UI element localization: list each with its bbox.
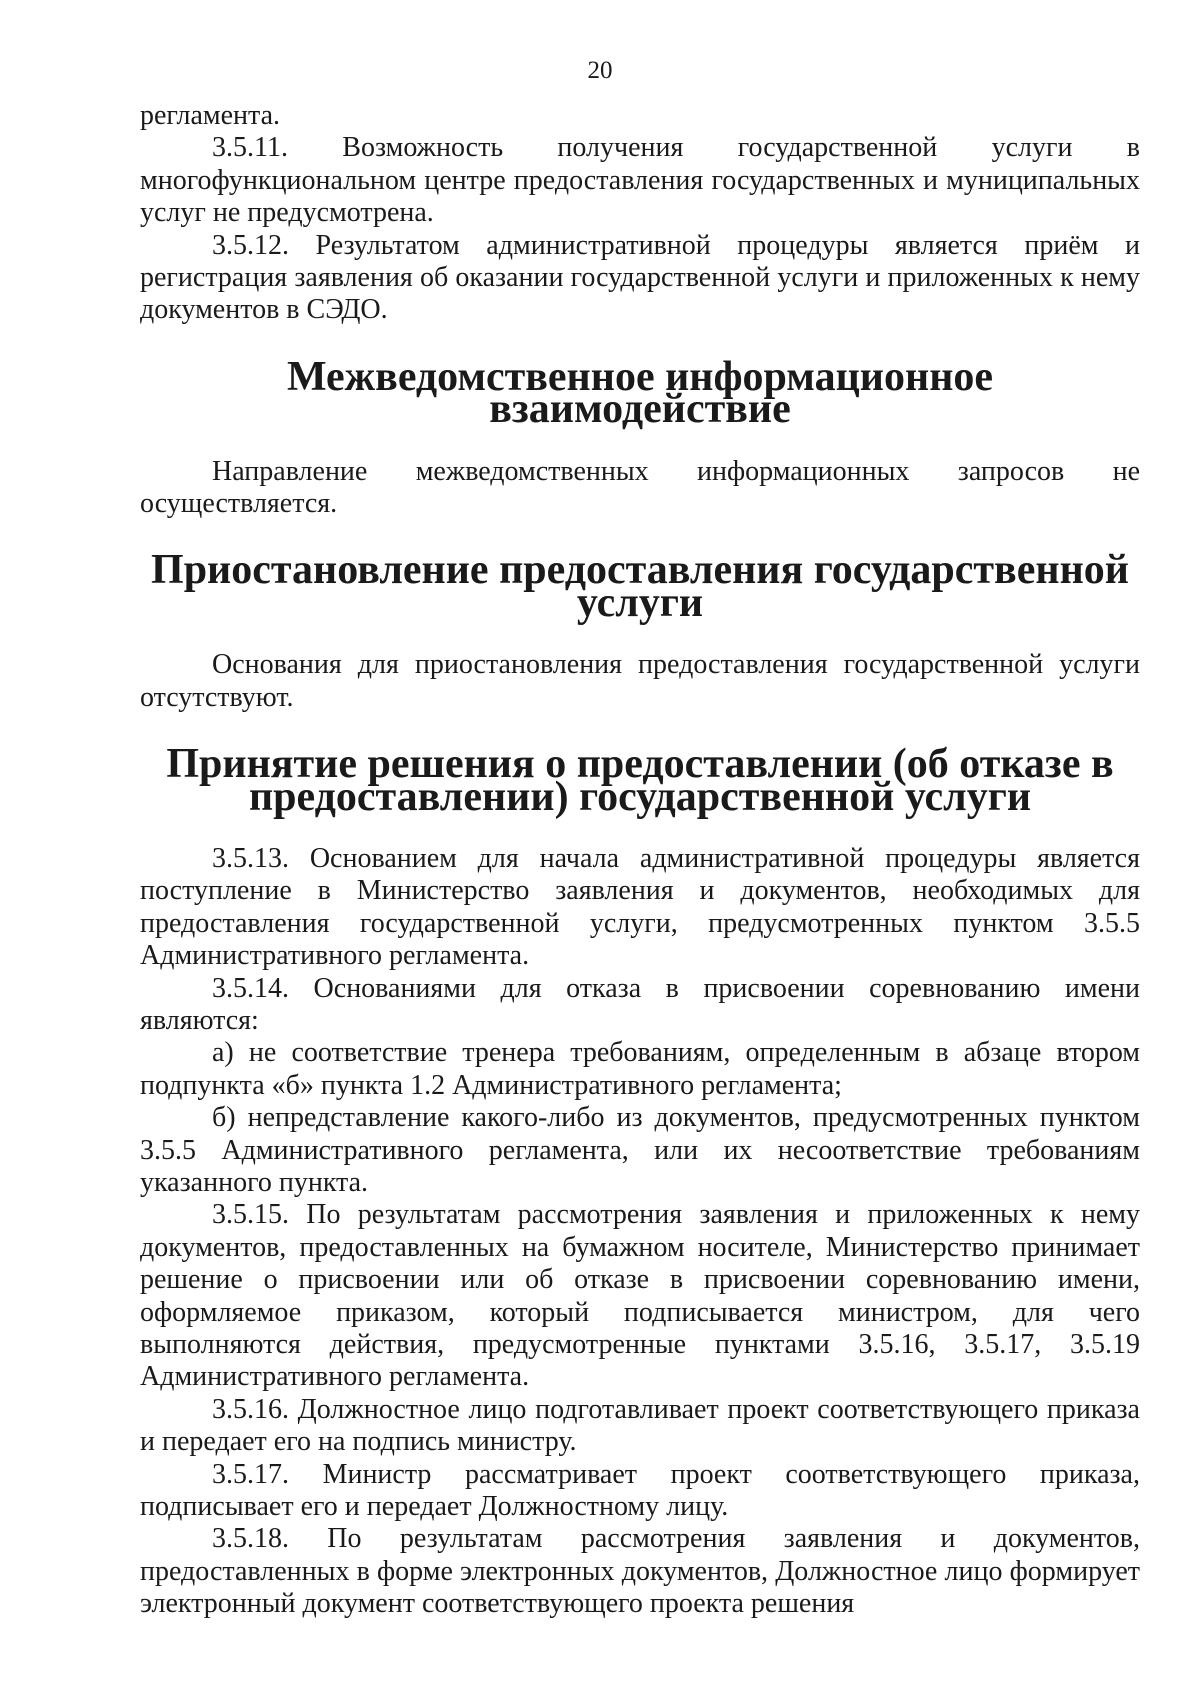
- paragraph-3-5-12: 3.5.12. Результатом административной процедуры является приём и регистрация заявления об оказании государственной услуги и приложенных к нему документов в СЭДО.: [140, 229, 1140, 326]
- paragraph-reglament-continuation: регламента.: [140, 100, 281, 131]
- document-body: [140, 100, 1140, 1621]
- paragraph-3-5-15: 3.5.15. По результатам рассмотрения заявления и приложенных к нему документов, предоставленных на бумажном носителе, Министерство принимает решение о присвоении или об отказе в присвоении соревнованию имени, оформляемое приказом, который подписывается министром, для чего выполняются действия, предусмотренные пунктами 3.5.16, 3.5.17, 3.5.19 Административного регламента.: [140, 1199, 1140, 1393]
- paragraph-3-5-14-a: а) не соответствие тренера требованиям, определенным в абзаце втором подпункта «б» пункта 1.2 Административного регламента;: [140, 1037, 1140, 1101]
- page-number: 20: [587, 57, 613, 84]
- paragraph-3-5-18: 3.5.18. По результатам рассмотрения заявления и документов, предоставленных в форме электронных документов, Должностное лицо формирует электронный документ соответствующего проекта решения: [140, 1523, 1140, 1620]
- section-heading-interagency: Межведомственное информационное взаимодействие: [286, 353, 994, 433]
- paragraph-3-5-14: 3.5.14. Основаниями для отказа в присвоении соревнованию имени являются:: [140, 972, 1140, 1036]
- section-heading-decision: Принятие решения о предоставлении (об отказе в предоставлении) государственной услуги: [166, 741, 1114, 820]
- paragraph-3-5-14-b: б) непредставление какого-либо из документов, предусмотренных пунктом 3.5.5 Административного регламента, или их несоответствие требованиям указанного пункта.: [140, 1102, 1140, 1198]
- section-heading-suspension: Приостановление предоставления государственной услуги: [151, 547, 1129, 626]
- paragraph-interagency-requests: Направление межведомственных информационных запросов не осуществляется.: [140, 455, 1140, 520]
- paragraph-3-5-16: 3.5.16. Должностное лицо подготавливает проект соответствующего приказа и передает его на подпись министру.: [140, 1393, 1140, 1458]
- paragraph-3-5-11: 3.5.11. Возможность получения государственной услуги в многофункциональном центре предоставления государственных и муниципальных услуг не предусмотрена.: [140, 132, 1140, 229]
- paragraph-3-5-17: 3.5.17. Министр рассматривает проект соответствующего приказа, подписывает его и передает Должностному лицу.: [140, 1458, 1140, 1523]
- paragraph-3-5-13: 3.5.13. Основанием для начала административной процедуры является поступление в Министерство заявления и документов, необходимых для предоставления государственной услуги, предусмотренных пунктом 3.5.5 Административного регламента.: [140, 842, 1140, 972]
- paragraph-suspension-grounds: Основания для приостановления предоставления государственной услуги отсутствуют.: [140, 649, 1140, 713]
